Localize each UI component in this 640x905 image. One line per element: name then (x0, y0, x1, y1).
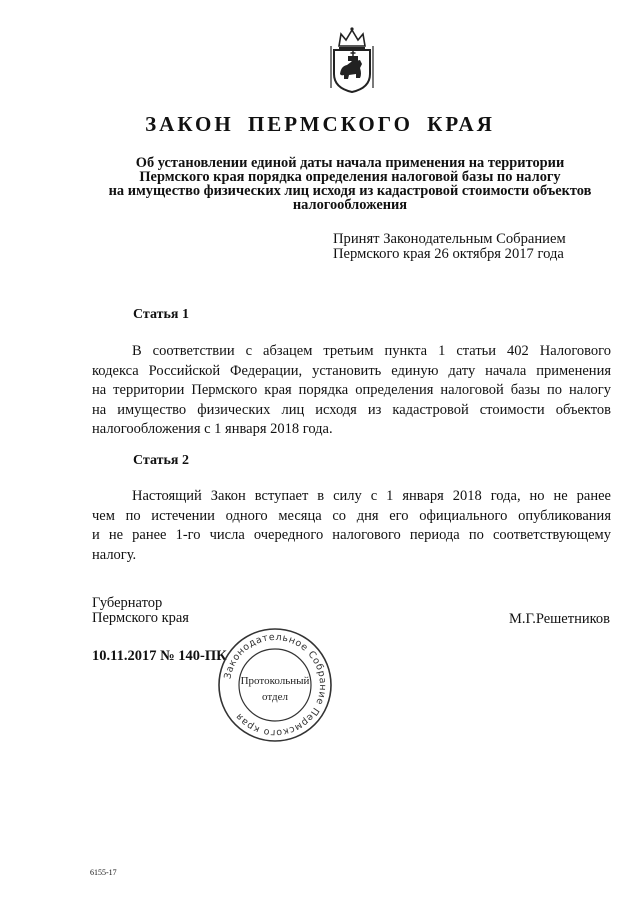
stamp-center-line: Протокольный (240, 675, 310, 687)
law-title: ЗАКОН ПЕРМСКОГО КРАЯ (145, 112, 495, 136)
stamp-ring-text: Законодательное Собрание Пермского края (222, 631, 329, 739)
article-1-line: на территории Пермского края порядка определения налоговой базы по налогу (92, 382, 611, 398)
subtitle-line: Пермского края порядка определения налоговой базы по налогу (139, 169, 561, 185)
article-2-text (92, 487, 611, 565)
law-subtitle (90, 156, 610, 212)
article-2-line: чем по истечении одного месяца со дня его официального опубликования (92, 507, 611, 524)
article-2-line: Настоящий Закон вступает в силу с 1 января 2018 года, но не ранее (132, 488, 611, 504)
article-2-line: налогу. (92, 546, 137, 563)
subtitle-line: на имущество физических лиц исходя из кадастровой стоимости объектов (108, 183, 592, 199)
adoption-line: Принят Законодательным Собранием (333, 231, 566, 247)
governor-line: Губернатор (92, 595, 163, 611)
article-1-heading: Статья 1 (133, 307, 189, 322)
stamp-center-line: отдел (262, 691, 288, 703)
governor-line: Пермского края (92, 610, 189, 626)
article-1-line: на имущество физических лиц исходя из кадастровой стоимости объектов (92, 401, 611, 418)
article-2-heading: Статья 2 (133, 453, 189, 468)
signer-name: М.Г.Решетников (508, 611, 610, 627)
article-1-line: налогообложения с 1 января 2018 года. (92, 421, 333, 437)
article-1-line: кодекса Российской Федерации, установить единую дату начала применения (92, 362, 611, 379)
article-2-line: и не ранее 1-го числа очередного налогового периода по соответствующему (92, 527, 611, 543)
subtitle-line: налогообложения (292, 197, 408, 213)
article-1-text (92, 342, 611, 440)
article-1-line: В соответствии с абзацем третьим пункта 1 статьи 402 Налогового (132, 343, 611, 359)
law-date-number: 10.11.2017 № 140-ПК (92, 648, 227, 664)
adoption-line: Пермского края 26 октября 2017 года (333, 246, 564, 262)
governor-title (92, 596, 189, 626)
document-code: 6155-17 (90, 868, 117, 877)
subtitle-line: Об установлении единой даты начала применения на территории (135, 155, 565, 171)
coat-of-arms-icon (329, 26, 375, 94)
adoption-note (333, 232, 566, 262)
round-stamp (215, 625, 335, 745)
